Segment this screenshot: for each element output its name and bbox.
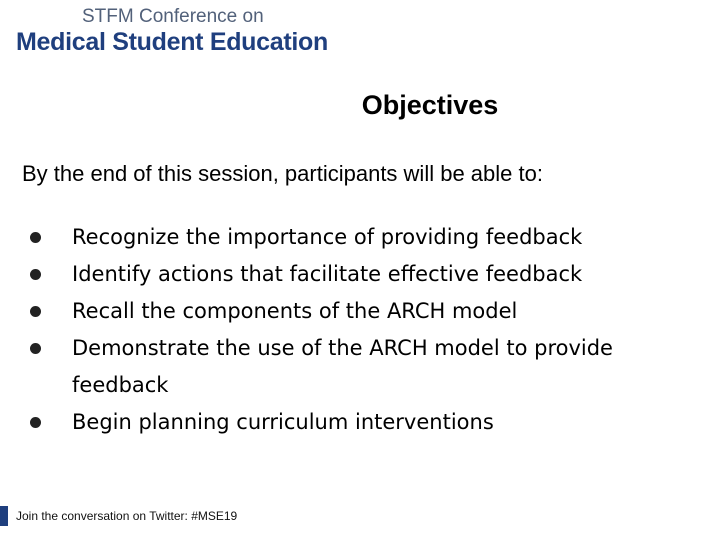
slide-title: Objectives bbox=[361, 90, 499, 120]
objective-item bbox=[30, 330, 690, 404]
objective-item bbox=[30, 404, 690, 441]
objective-text: Recall the components of the ARCH model bbox=[72, 299, 518, 323]
objectives-list bbox=[30, 219, 690, 441]
logo-line-1: STFM Conference on bbox=[82, 6, 264, 27]
logo-line-2: Medical Student Education bbox=[16, 28, 328, 56]
objective-text: Identify actions that facilitate effective feedback bbox=[72, 262, 583, 286]
footer-twitter-text: Join the conversation on Twitter: #MSE19 bbox=[16, 509, 238, 523]
bullet-icon bbox=[30, 343, 41, 354]
conference-logo bbox=[16, 6, 328, 56]
objective-text: Recognize the importance of providing feedback bbox=[72, 225, 583, 249]
objective-text: Begin planning curriculum interventions bbox=[72, 410, 494, 434]
slide-intro: By the end of this session, participants will be able to: bbox=[22, 161, 543, 186]
objective-item bbox=[30, 256, 690, 293]
bullet-icon bbox=[30, 306, 41, 317]
objective-text: Demonstrate the use of the ARCH model to provide feedback bbox=[72, 336, 613, 397]
bullet-icon bbox=[30, 417, 41, 428]
objective-item bbox=[30, 219, 690, 256]
objective-item bbox=[30, 293, 690, 330]
bullet-icon bbox=[30, 232, 41, 243]
bullet-icon bbox=[30, 269, 41, 280]
footer-accent-bar bbox=[0, 506, 8, 526]
